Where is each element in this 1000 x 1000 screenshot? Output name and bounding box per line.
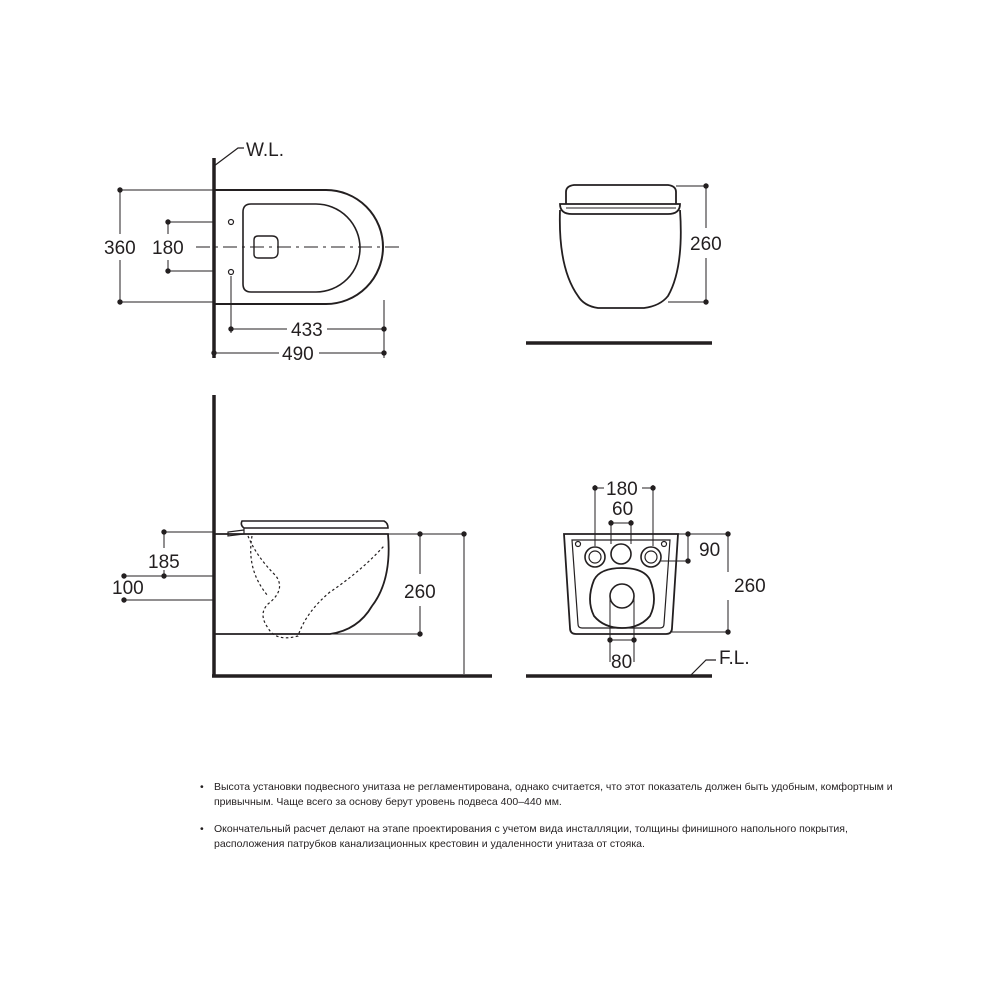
bullet: • <box>200 823 204 835</box>
dim-inner-length: 433 <box>291 320 323 341</box>
dim-side-height: 260 <box>404 582 436 603</box>
bowl-inner-top <box>243 204 360 292</box>
dim-outlet-height: 100 <box>112 578 144 599</box>
dim-outlet-spacing: 180 <box>152 238 184 259</box>
dim-overall-length: 490 <box>282 344 314 365</box>
seat-lid-side <box>241 521 388 528</box>
wl-leader <box>214 148 244 166</box>
note-text: Высота установки подвесного унитаза не регламентирована, однако считается, что этот показатель должен быть удобным, комфортным и привычным. Чаще всего за основу берут уровень подвеса 400–440 мм. <box>214 781 893 808</box>
note-item <box>200 780 900 809</box>
bullet: • <box>200 781 204 793</box>
outlet-pipe <box>610 584 634 608</box>
outlet-ring <box>590 568 654 628</box>
note-item <box>200 822 900 851</box>
dim-inlet-offset: 90 <box>699 540 721 561</box>
bolt-hole <box>229 270 234 275</box>
trap-hidden-line <box>248 536 384 638</box>
fl-leader <box>690 660 716 676</box>
seat-lid-front <box>566 185 676 204</box>
dim-rear-height: 260 <box>734 576 766 597</box>
inlet-pipe-left <box>585 547 605 567</box>
installation-notes <box>200 780 900 864</box>
floor-line-label: F.L. <box>719 648 750 669</box>
dim-inlet-width: 60 <box>612 499 634 520</box>
dim-front-height: 260 <box>690 234 722 255</box>
inlet-pipe-center <box>611 544 631 564</box>
front-view <box>526 185 712 343</box>
dim-outlet-diameter: 80 <box>611 652 633 673</box>
dim-inlet-height: 185 <box>148 552 180 573</box>
inlet-pipe-right <box>641 547 661 567</box>
bolt-hole <box>576 542 581 547</box>
note-text: Окончательный расчет делают на этапе проектирования с учетом вида инсталляции, толщины финишного напольного покрытия, расположения патрубков канализационных крестовин и удаленности унитаза от стояка. <box>214 823 848 850</box>
dim-bolt-spacing: 180 <box>606 479 638 500</box>
bowl-body-front <box>560 210 681 308</box>
dim-overall-width: 360 <box>104 238 136 259</box>
bolt-hole <box>662 542 667 547</box>
bowl-body-side <box>214 534 389 634</box>
bolt-hole <box>229 220 234 225</box>
wall-line-label: W.L. <box>246 140 285 161</box>
side-view <box>124 395 492 676</box>
